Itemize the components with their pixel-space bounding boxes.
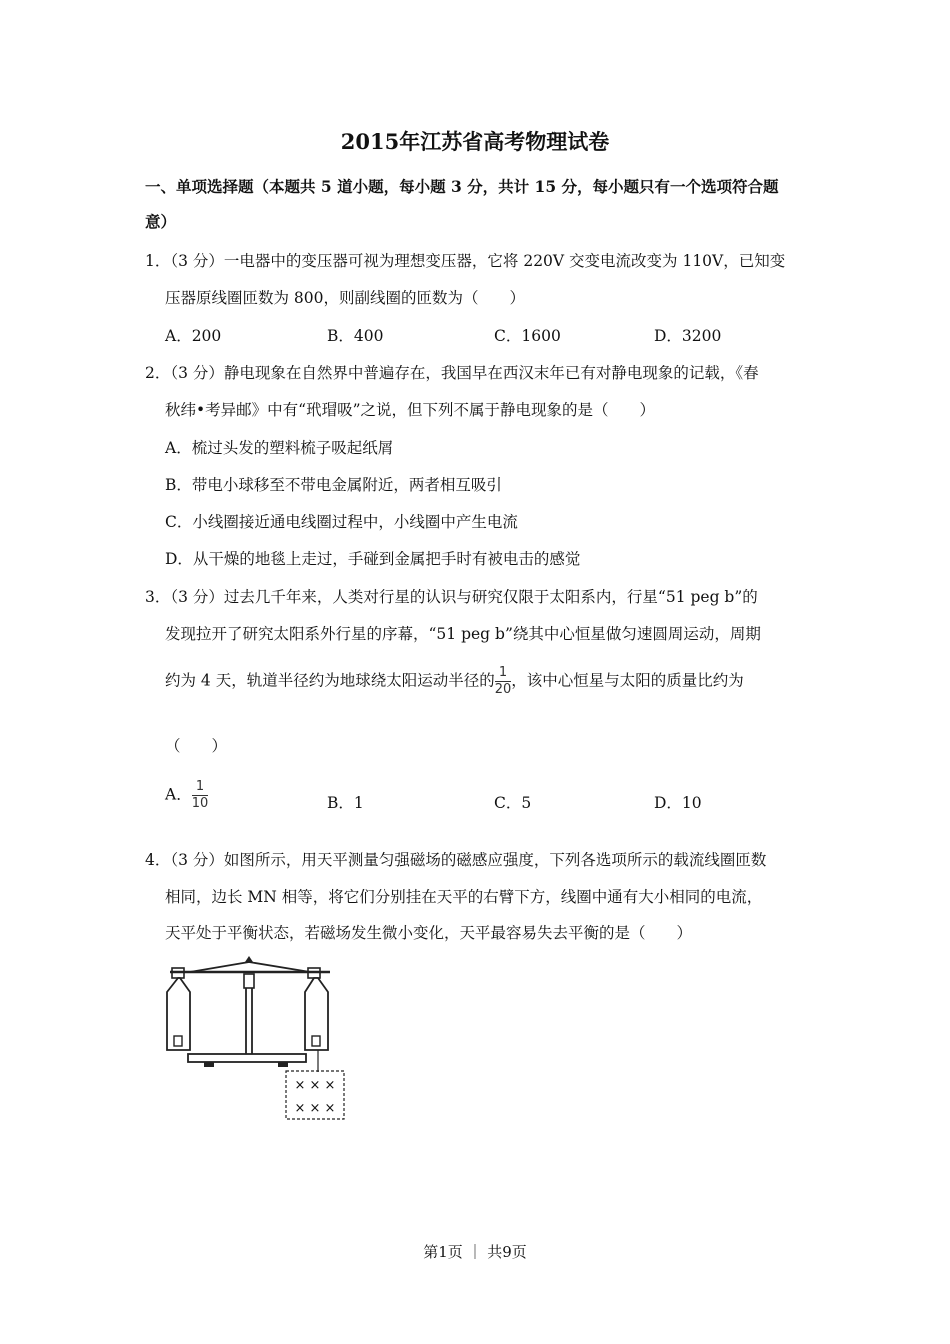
q2-option-c: C．小线圈接近通电线圈过程中，小线圈中产生电流 bbox=[165, 513, 518, 531]
q2-stem-line2: 秋纬•考异邮》中有“玳瑁吸”之说，但下列不属于静电现象的是（ ） bbox=[165, 401, 655, 419]
section-heading-line1: 一、单项选择题（本题共 5 道小题，每小题 3 分，共计 15 分，每小题只有一个选项符合题 bbox=[145, 177, 779, 196]
page-title: 2015年江苏省高考物理试卷 bbox=[340, 129, 610, 154]
q3-stem-line2: 发现拉开了研究太阳系外行星的序幕，“51 peg b”绕其中心恒星做匀速圆周运动，周期 bbox=[165, 625, 761, 643]
q2-option-b: B．带电小球移至不带电金属附近，两者相互吸引 bbox=[165, 476, 502, 494]
field-mark: × bbox=[309, 1078, 321, 1093]
q3-stem-line3 bbox=[165, 666, 744, 697]
q1-stem-line2: 压器原线圈匝数为 800，则副线圈的匝数为（ ） bbox=[165, 289, 526, 307]
q1-stem-line1: 1．（3 分）一电器中的变压器可视为理想变压器，它将 220V 交变电流改变为 110V，已知变 bbox=[145, 252, 786, 270]
section-heading-line2: 意） bbox=[145, 212, 177, 231]
balance-pivot bbox=[245, 956, 253, 962]
page-footer: 第1页 ｜ 共9页 bbox=[423, 1243, 527, 1261]
field-mark: × bbox=[324, 1101, 336, 1116]
q3-stem-line1: 3．（3 分）过去几千年来，人类对行星的认识与研究仅限于太阳系内，行星“51 peg b”的 bbox=[145, 588, 758, 606]
q2-option-d: D．从干燥的地毯上走过，手碰到金属把手时有被电击的感觉 bbox=[165, 550, 581, 568]
field-mark: × bbox=[294, 1101, 306, 1116]
fraction-one-twentieth: $\frac{1}{20}$ bbox=[494, 665, 512, 697]
q3-option-c: C．5 bbox=[494, 794, 532, 812]
q3-line3-text-pre: 约为 4 天，轨道半径约为地球绕太阳运动半径的 bbox=[165, 671, 495, 690]
balance-column bbox=[244, 974, 254, 988]
q2-stem-line1: 2．（3 分）静电现象在自然界中普遍存在，我国早在西汉末年已有对静电现象的记载，《春 bbox=[145, 364, 759, 382]
right-pan bbox=[305, 978, 328, 1050]
q3-answer-paren: （ ） bbox=[165, 737, 228, 755]
q1-option-c: C．1600 bbox=[494, 327, 561, 345]
field-mark: × bbox=[294, 1078, 306, 1093]
q3-option-a: A． $\frac{1}{10}$ bbox=[165, 779, 209, 811]
field-mark: × bbox=[324, 1078, 336, 1093]
q3-option-d: D．10 bbox=[654, 794, 702, 812]
left-pan bbox=[167, 978, 190, 1050]
q2-option-a: A．梳过头发的塑料梳子吸起纸屑 bbox=[165, 439, 394, 457]
balance-base bbox=[188, 1054, 306, 1062]
q4-stem-line3: 天平处于平衡状态，若磁场发生微小变化，天平最容易失去平衡的是（ ） bbox=[165, 924, 693, 942]
q1-option-a: A．200 bbox=[165, 327, 222, 345]
q3-option-b: B．1 bbox=[327, 794, 364, 812]
q1-option-d: D．3200 bbox=[654, 327, 722, 345]
q4-stem-line1: 4．（3 分）如图所示，用天平测量匀强磁场的磁感应强度，下列各选项所示的载流线圈匝数 bbox=[145, 851, 767, 869]
balance-figure bbox=[160, 950, 355, 1125]
field-mark: × bbox=[309, 1101, 321, 1116]
fraction-one-tenth: $\frac{1}{10}$ bbox=[191, 779, 209, 811]
q4-stem-line2: 相同，边长 MN 相等，将它们分别挂在天平的右臂下方，线圈中通有大小相同的电流， bbox=[165, 888, 763, 906]
q1-option-b: B．400 bbox=[327, 327, 384, 345]
q3-line3-text-post: ，该中心恒星与太阳的质量比约为 bbox=[511, 671, 744, 690]
